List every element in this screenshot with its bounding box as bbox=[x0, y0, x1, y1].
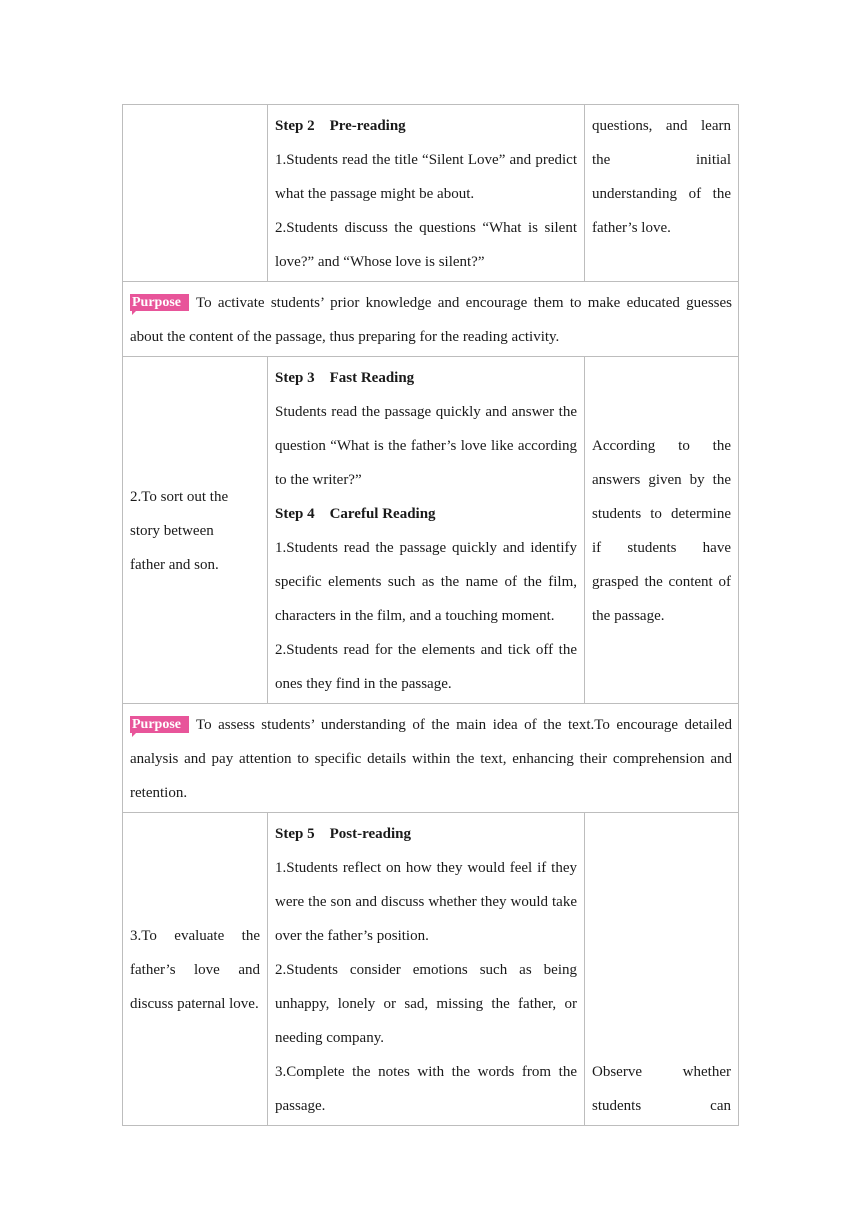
activity-item: Students read the passage quickly and answer the question “What is the father’s love like according to the writer?” bbox=[275, 404, 577, 488]
activity-cell bbox=[268, 813, 585, 1126]
table-row bbox=[123, 105, 739, 282]
activity-item: 1.Students read the passage quickly and identify specific elements such as the name of the film, characters in the film, and a touching moment. bbox=[275, 540, 577, 624]
purpose-badge: Purpose bbox=[130, 716, 189, 733]
assessment-text: questions, and learn the initial understanding of the father’s love. bbox=[592, 118, 731, 236]
activity-item: 2.Students discuss the questions “What is silent love?” and “Whose love is silent?” bbox=[275, 220, 577, 270]
purpose-cell bbox=[123, 282, 739, 357]
purpose-badge: Purpose bbox=[130, 294, 189, 311]
assessment-cell bbox=[585, 105, 739, 282]
activity-cell bbox=[268, 357, 585, 704]
lesson-plan-table bbox=[122, 104, 739, 1126]
objective-cell bbox=[123, 357, 268, 704]
purpose-text: To assess students’ understanding of the main idea of the text.To encourage detailed analysis and pay attention to specific details within the text, enhancing their comprehension and retention. bbox=[130, 717, 732, 801]
assessment-text: Observe whether students can bbox=[592, 1064, 731, 1114]
objective-text: 2.To sort out the story between father and son. bbox=[130, 489, 229, 573]
assessment-cell bbox=[585, 813, 739, 1126]
assessment-text: According to the answers given by the students to determine if students have grasped the content of the passage. bbox=[592, 438, 731, 624]
objective-cell bbox=[123, 813, 268, 1126]
objective-text: 3.To evaluate the father’s love and discuss paternal love. bbox=[130, 928, 260, 1012]
activity-item: 2.Students read for the elements and tick off the ones they find in the passage. bbox=[275, 642, 577, 692]
table-row bbox=[123, 813, 739, 1126]
activity-item: 1.Students read the title “Silent Love” and predict what the passage might be about. bbox=[275, 152, 577, 202]
objective-cell bbox=[123, 105, 268, 282]
activity-cell bbox=[268, 105, 585, 282]
assessment-cell bbox=[585, 357, 739, 704]
activity-item: 2.Students consider emotions such as being unhappy, lonely or sad, missing the father, or needing company. bbox=[275, 962, 577, 1046]
step-title: Step 4 Careful Reading bbox=[275, 506, 436, 522]
step-title: Step 5 Post-reading bbox=[275, 826, 411, 842]
table-row bbox=[123, 357, 739, 704]
purpose-cell bbox=[123, 704, 739, 813]
step-title: Step 2 Pre-reading bbox=[275, 118, 406, 134]
activity-item: 3.Complete the notes with the words from the passage. bbox=[275, 1064, 577, 1114]
purpose-row bbox=[123, 282, 739, 357]
purpose-row bbox=[123, 704, 739, 813]
activity-item: 1.Students reflect on how they would feel if they were the son and discuss whether they would take over the father’s position. bbox=[275, 860, 577, 944]
purpose-text: To activate students’ prior knowledge and encourage them to make educated guesses about the content of the passage, thus preparing for the reading activity. bbox=[130, 295, 732, 345]
step-title: Step 3 Fast Reading bbox=[275, 370, 415, 386]
